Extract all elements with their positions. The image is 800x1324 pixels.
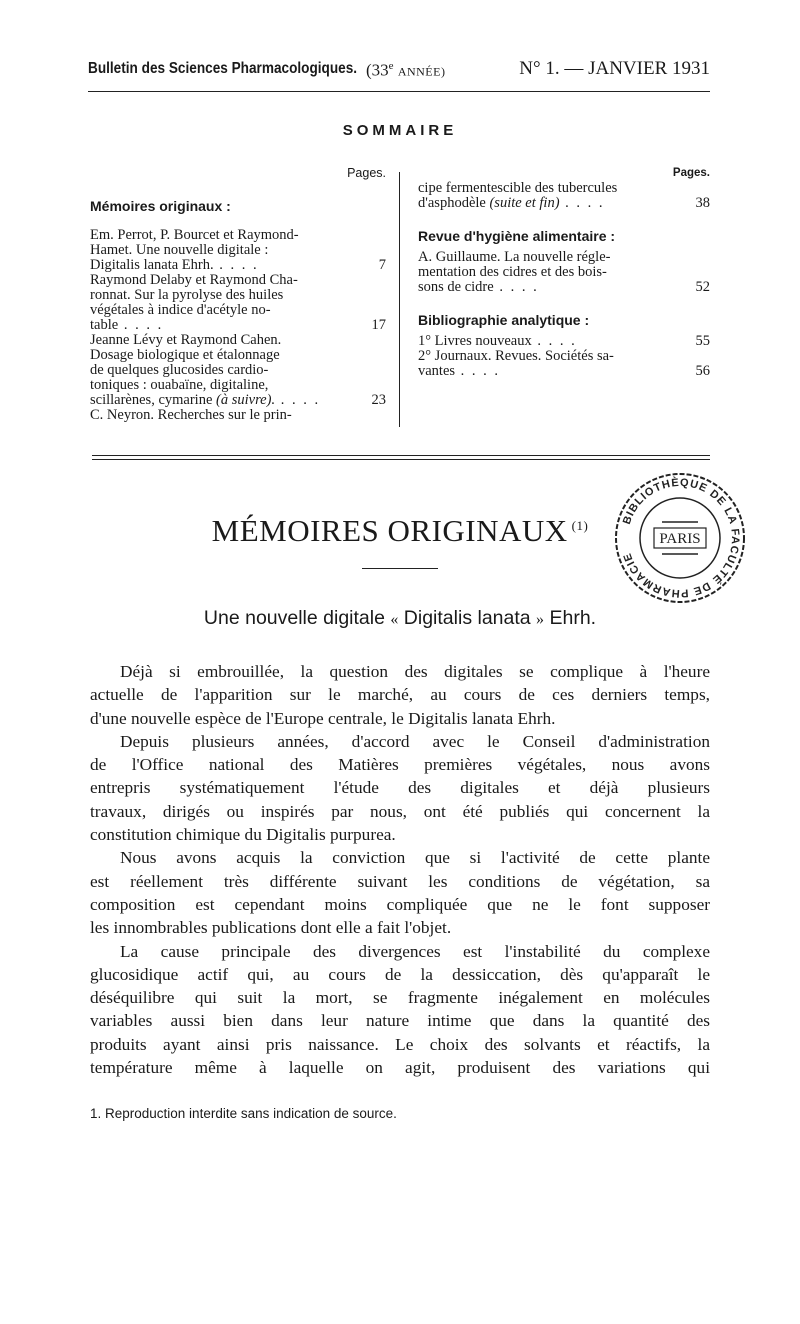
toc-page-number: 38: [695, 195, 710, 211]
separator-rule-bottom: [92, 459, 710, 460]
toc-entry: C. Neyron. Recherches sur le prin-: [90, 407, 292, 423]
header-rule: [88, 91, 710, 92]
toc-entry: cipe fermentescible des tubercules d'asphodèle (suite et fin) . . . . 38: [418, 180, 710, 211]
stamp-ring-text: BIBLIOTHÈQUE DE LA FACULTÉ DE PHARMACIE: [620, 476, 742, 600]
toc-page-number: 7: [378, 257, 386, 273]
toc-page-number: 55: [695, 333, 710, 349]
body-paragraph: Déjà si embrouillée, la question des digitales se complique à l'heure actuelle de l'apparition sur le marché, au cours de ces derniers temps, d'une nouvelle espèce de l'Europe centrale, le Digitalis lanata Ehrh.: [90, 662, 710, 728]
toc-entry: Raymond Delaby et Raymond Cha- ronnat. Sur la pyrolyse des huiles végétales à indice d'acétyle no- table . . . . 17: [90, 272, 386, 333]
article-body: [90, 660, 710, 1079]
footnote-marker: (1): [571, 517, 589, 533]
journal-name: Bulletin des Sciences Pharmacologiques.: [88, 60, 358, 77]
toc-entry: 2° Journaux. Revues. Sociétés sa- vantes . . . . 56: [418, 348, 710, 379]
body-paragraph: Nous avons acquis la conviction que si l'activité de cette plante est réellement très différente suivant les conditions de végétation, sa composition est cependant moins compliquée que ne le font supposer les innombrables publications dont elle a fait l'objet.: [90, 848, 710, 938]
separator-rule-top: [92, 455, 710, 456]
article-title: Une nouvelle digitale « Digitalis lanata » Ehrh.: [203, 607, 597, 629]
volume-year: (33e ANNÉE): [366, 60, 446, 80]
toc-entry: 1° Livres nouveaux . . . . 55: [418, 333, 710, 349]
toc-column-divider: [399, 172, 400, 427]
pages-label: Pages.: [672, 167, 710, 179]
toc-section-memoires: Mémoires originaux :: [90, 198, 231, 214]
section-heading: MÉMOIRES ORIGINAUX $^{(1)}$: [211, 513, 589, 548]
toc-page-number: 23: [371, 392, 386, 408]
toc-page-number: 17: [371, 317, 386, 333]
title-rule: [362, 568, 438, 569]
toc-page-number: 56: [695, 363, 710, 379]
body-paragraph: Depuis plusieurs années, d'accord avec le Conseil d'administration de l'Office national des Matières premières végétales, nous avons entrepris systématiquement l'étude des digitales et déjà plusieurs travaux, dirigés ou inspirés par nous, ont été publiés qui concernent la constitution chimique du Digitalis purpurea.: [90, 731, 710, 845]
body-paragraph: La cause principale des divergences est l'instabilité du complexe glucosidique actif qui, au cours de la dessiccation, dès qu'apparaît le déséquilibre qui suit la mort, se fragmente inégalement en molécules variables aussi bien dans leur nature intime que dans la quantité des produits ayant ainsi pris naissance. Le choix des solvants et réactifs, la température même à laquelle on agit, produisent des variations qui: [90, 941, 710, 1078]
toc-section-biblio: Bibliographie analytique :: [418, 312, 590, 328]
toc-page-number: 52: [695, 279, 710, 295]
toc-entry: A. Guillaume. La nouvelle régle- mentation des cidres et des bois- sons de cidre . . . . 52: [418, 249, 710, 295]
pages-label: Pages.: [347, 166, 386, 180]
running-header: [88, 58, 710, 88]
toc-left-column: [90, 166, 386, 423]
stamp-center-text: PARIS: [659, 531, 701, 547]
issue-date: N° 1. — JANVIER 1931: [519, 58, 710, 79]
footnote: 1. Reproduction interdite sans indication de source.: [90, 1106, 397, 1121]
toc-entry: Jeanne Lévy et Raymond Cahen. Dosage biologique et étalonnage de quelques glucosides cardio- toniques : ouabaïne, digitaline, scillarènes, cymarine (à suivre). . . . . 23: [90, 332, 386, 408]
toc-section-hygiene: Revue d'hygiène alimentaire :: [418, 228, 616, 244]
toc-entry: Em. Perrot, P. Bourcet et Raymond- Hamet. Une nouvelle digitale : Digitalis lanata Ehrh. . . . . 7: [90, 227, 386, 273]
sommaire-heading: SOMMAIRE: [342, 122, 458, 139]
toc-right-column: [418, 166, 710, 379]
